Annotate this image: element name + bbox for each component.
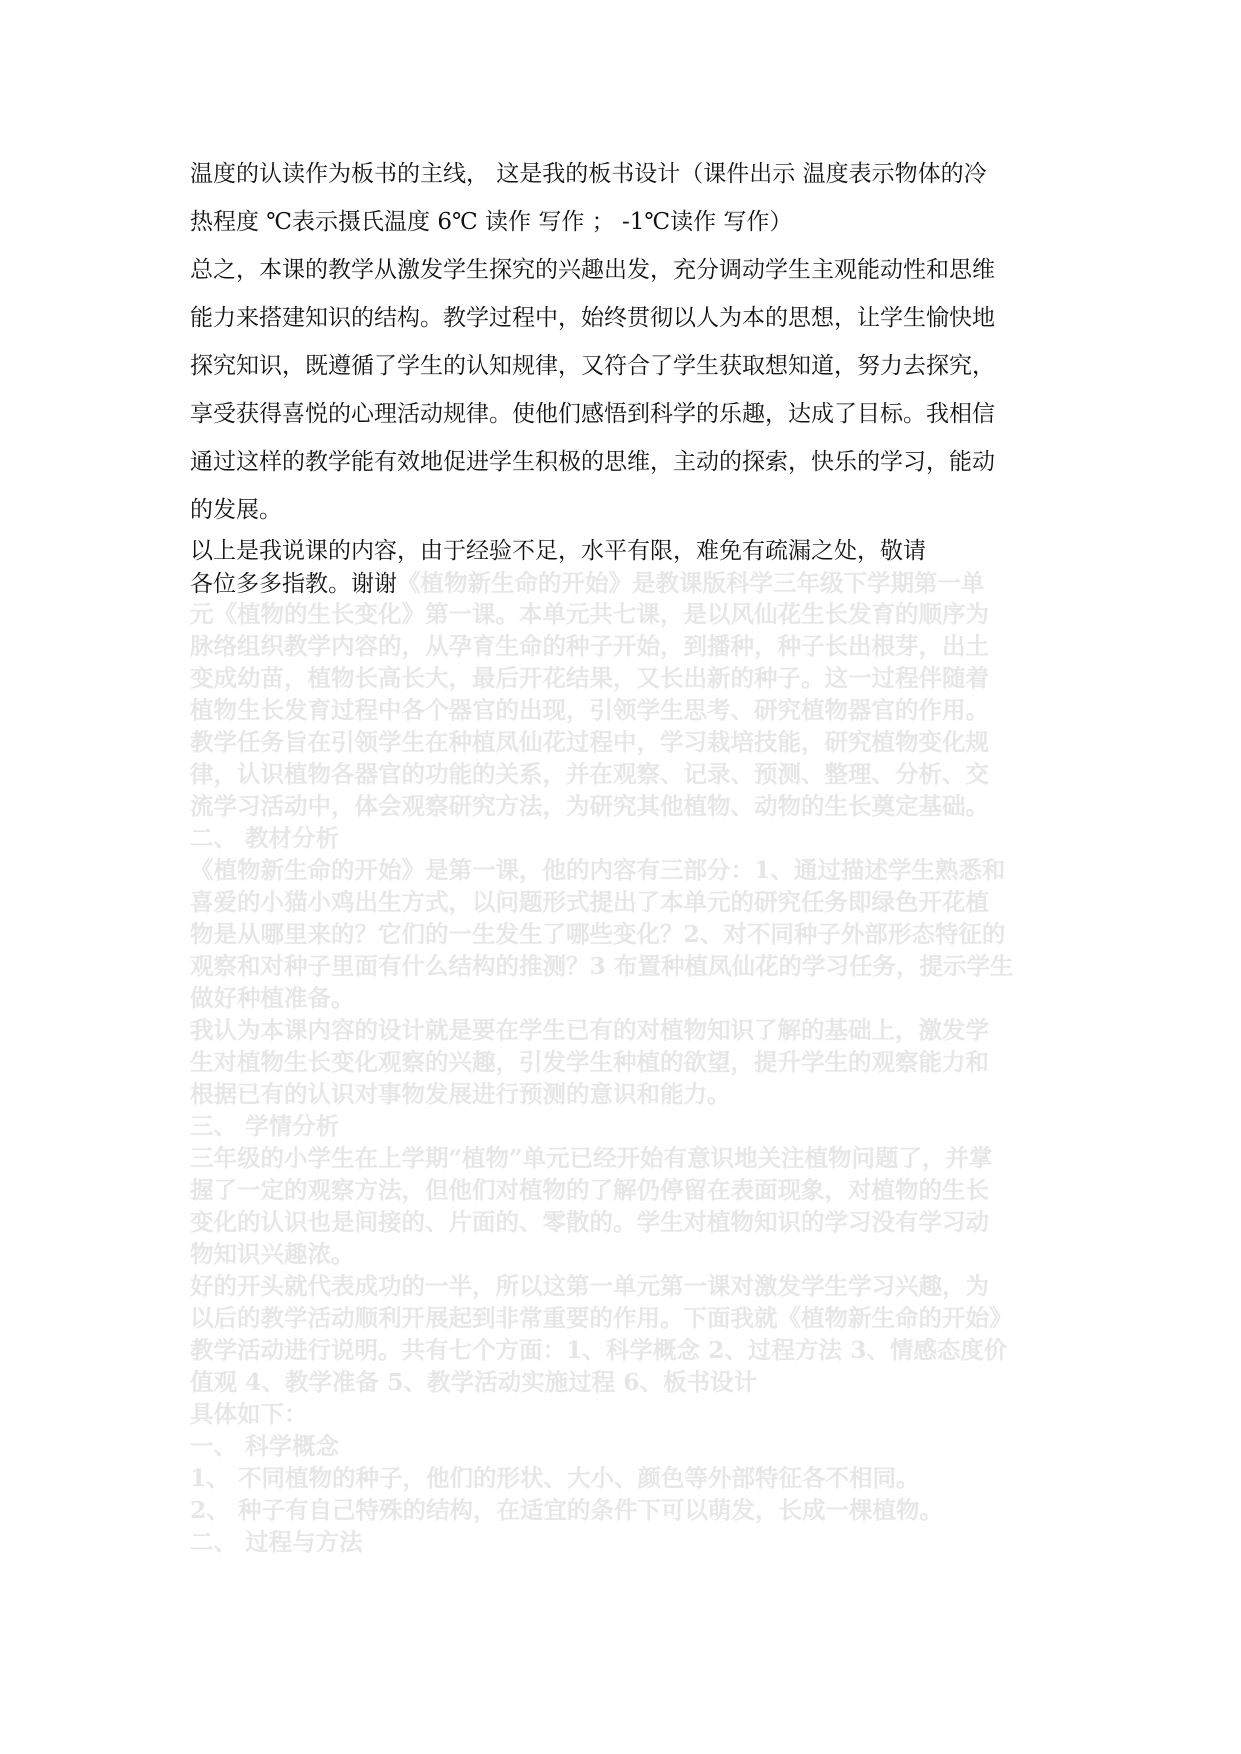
faded-line: 教学任务旨在引领学生在种植凤仙花过程中，学习栽培技能，研究植物变化规 xyxy=(190,728,989,756)
faded-line: 物知识兴趣浓。 xyxy=(190,1240,355,1268)
faded-line: 植物生长发育过程中各个器官的出现，引领学生思考、研究植物器官的作用。 xyxy=(190,696,989,724)
faded-line: 喜爱的小猫小鸡出生方式，以问题形式提出了本单元的研究任务即绿色开花植 xyxy=(190,888,989,916)
faded-line: 我认为本课内容的设计就是要在学生已有的对植物知识了解的基础上，激发学 xyxy=(190,1016,989,1044)
paragraph-line: 以上是我说课的内容，由于经验不足，水平有限，难免有疏漏之处，敬请 xyxy=(190,538,926,564)
list-item: 2、 种子有自己特殊的结构，在适宜的条件下可以萌发，长成一棵植物。 xyxy=(190,1496,944,1524)
faded-line: 物是从哪里来的？它们的一生发生了哪些变化？2、对不同种子外部形态特征的 xyxy=(190,920,1006,948)
mixed-line xyxy=(190,569,985,597)
faded-line: 握了一定的观察方法，但他们对植物的了解仍停留在表面现象，对植物的生长 xyxy=(190,1176,989,1204)
faded-line: 《植物新生命的开始》是第一课，他的内容有三部分：1、通过描述学生熟悉和 xyxy=(190,856,1006,884)
faded-line: 脉络组织教学内容的，从孕育生命的种子开始，到播种，种子长出根芽，出土 xyxy=(190,632,989,660)
faded-line: 值观 4、教学准备 5、教学活动实施过程 6、板书设计 xyxy=(190,1368,758,1396)
paragraph-line: 热程度 ℃表示摄氏温度 6℃ 读作 写作 ； -1℃读作 写作） xyxy=(190,209,793,235)
mixed-line-dark: 各位多多指教。谢谢 xyxy=(190,571,397,597)
section-heading: 二、 教材分析 xyxy=(190,824,340,852)
section-heading: 一、 科学概念 xyxy=(190,1432,340,1460)
faded-line: 观察和对种子里面有什么结构的推测？3 布置种植凤仙花的学习任务，提示学生 xyxy=(190,952,1014,980)
faded-line: 教学活动进行说明。共有七个方面：1、科学概念 2、过程方法 3、情感态度价 xyxy=(190,1336,1008,1364)
section-heading: 三、 学情分析 xyxy=(190,1112,340,1140)
faded-line: 做好种植准备。 xyxy=(190,984,355,1012)
faded-line: 以后的教学活动顺利开展起到非常重要的作用。下面我就《植物新生命的开始》 xyxy=(190,1304,1013,1332)
section-heading: 二、 过程与方法 xyxy=(190,1528,363,1556)
faded-line: 根据已有的认识对事物发展进行预测的意识和能力。 xyxy=(190,1080,731,1108)
paragraph-line: 探究知识，既遵循了学生的认知规律，又符合了学生获取想知道，努力去探究， xyxy=(190,353,995,379)
faded-line: 生对植物生长变化观察的兴趣，引发学生种植的欲望，提升学生的观察能力和 xyxy=(190,1048,989,1076)
faded-line: 变化的认识也是间接的、片面的、零散的。学生对植物知识的学习没有学习动 xyxy=(190,1208,989,1236)
list-item: 1、 不同植物的种子，他们的形状、大小、颜色等外部特征各不相同。 xyxy=(190,1464,920,1492)
faded-line: 变成幼苗，植物长高长大，最后开花结果，又长出新的种子。这一过程伴随着 xyxy=(190,664,989,692)
paragraph-line: 总之，本课的教学从激发学生探究的兴趣出发，充分调动学生主观能动性和思维 xyxy=(190,257,995,283)
faded-line: 好的开头就代表成功的一半，所以这第一单元第一课对激发学生学习兴趣，为 xyxy=(190,1272,989,1300)
faded-line: 具体如下： xyxy=(190,1400,308,1428)
paragraph-line: 温度的认读作为板书的主线， 这是我的板书设计（课件出示 温度表示物体的冷 xyxy=(190,161,987,187)
faded-line: 律，认识植物各器官的功能的关系，并在观察、记录、预测、整理、分析、交 xyxy=(190,760,989,788)
paragraph-line: 能力来搭建知识的结构。教学过程中，始终贯彻以人为本的思想，让学生愉快地 xyxy=(190,305,995,331)
faded-line: 三年级的小学生在上学期“植物”单元已经开始有意识地关注植物问题了，并掌 xyxy=(190,1144,993,1172)
mixed-line-faded: 《植物新生命的开始》是教课版科学三年级下学期第一单 xyxy=(397,569,985,597)
paragraph-line: 通过这样的教学能有效地促进学生积极的思维，主动的探索，快乐的学习，能动 xyxy=(190,449,995,475)
paragraph-line: 的发展。 xyxy=(190,497,282,523)
paragraph-line: 享受获得喜悦的心理活动规律。使他们感悟到科学的乐趣，达成了目标。我相信 xyxy=(190,401,995,427)
faded-line: 元《植物的生长变化》第一课。本单元共七课，是以风仙花生长发育的顺序为 xyxy=(190,600,989,628)
faded-line: 流学习活动中，体会观察研究方法，为研究其他植物、动物的生长奠定基础。 xyxy=(190,792,989,820)
